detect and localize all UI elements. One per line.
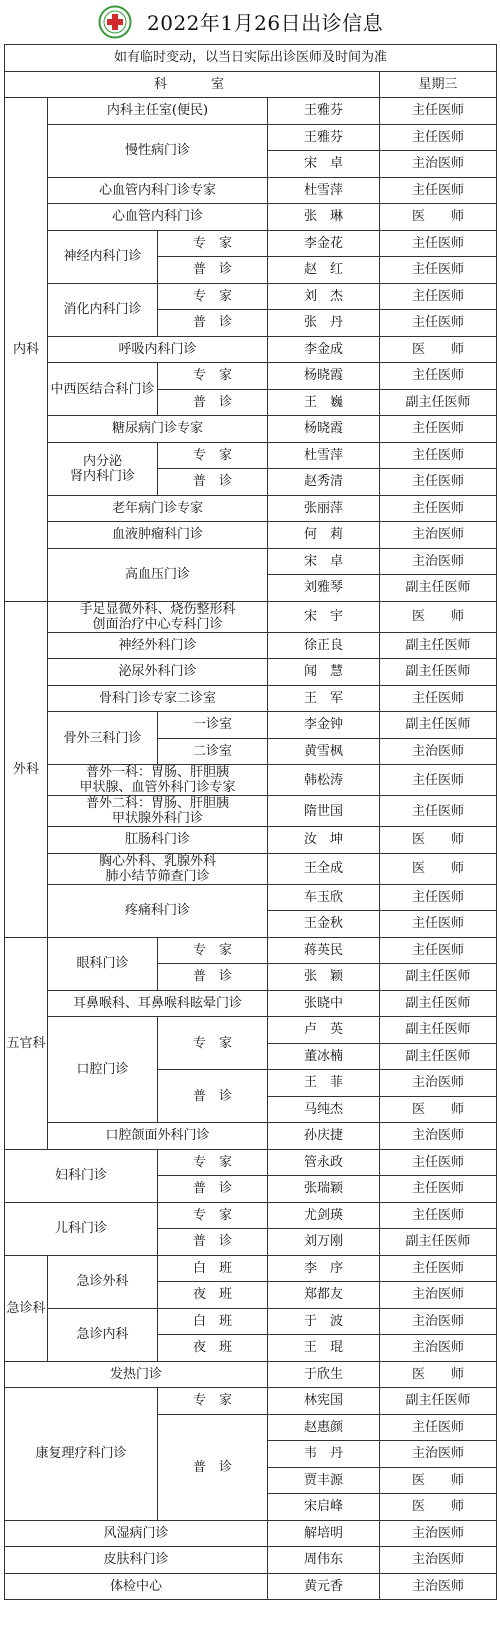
schedule-row — [5, 416, 497, 443]
doctor-title: 主任医师 — [380, 469, 497, 496]
schedule-row — [5, 124, 497, 151]
doctor-title: 医 师 — [380, 1361, 497, 1388]
session-type: 专 家 — [158, 1149, 268, 1176]
schedule-row — [5, 1123, 497, 1150]
doctor-name: 韦 丹 — [268, 1441, 380, 1468]
dept-name: 内科主任室(便民) — [48, 98, 268, 125]
doctor-name: 刘万刚 — [268, 1229, 380, 1256]
doctor-name: 蒋英民 — [268, 937, 380, 964]
doctor-name: 王 军 — [268, 685, 380, 712]
dept-name: 高血压门诊 — [48, 548, 268, 601]
doctor-title: 主任医师 — [380, 911, 497, 938]
session-type: 专 家 — [158, 1202, 268, 1229]
doctor-title: 主任医师 — [380, 98, 497, 125]
dept-name: 血液肿瘤科门诊 — [48, 522, 268, 549]
schedule-row — [5, 712, 497, 739]
doctor-name: 刘雅琴 — [268, 575, 380, 602]
session-type: 专 家 — [158, 937, 268, 964]
dept-name: 神经内科门诊 — [48, 230, 158, 283]
doctor-name: 张 琳 — [268, 204, 380, 231]
doctor-name: 王雅芬 — [268, 124, 380, 151]
doctor-name: 韩松涛 — [268, 765, 380, 796]
doctor-name: 宋 卓 — [268, 548, 380, 575]
hospital-logo-icon — [98, 5, 132, 39]
group-label: 五官科 — [5, 937, 48, 1149]
doctor-name: 车玉欣 — [268, 884, 380, 911]
doctor-name: 汝 坤 — [268, 827, 380, 854]
doctor-name: 宋 卓 — [268, 151, 380, 178]
doctor-name: 黄元香 — [268, 1573, 380, 1600]
doctor-name: 郑都友 — [268, 1282, 380, 1309]
doctor-name: 王雅芬 — [268, 98, 380, 125]
doctor-title: 主任医师 — [380, 363, 497, 390]
dept-name: 眼科门诊 — [48, 937, 158, 990]
session-type: 专 家 — [158, 283, 268, 310]
doctor-name: 李金钟 — [268, 712, 380, 739]
doctor-name: 解培明 — [268, 1520, 380, 1547]
session-type: 专 家 — [158, 1388, 268, 1415]
doctor-title: 副主任医师 — [380, 575, 497, 602]
dept-name: 泌尿外科门诊 — [48, 659, 268, 686]
dept-name: 手足显微外科、烧伤整形科 创面治疗中心专科门诊 — [48, 601, 268, 632]
doctor-title: 主任医师 — [380, 1149, 497, 1176]
doctor-name: 贾丰源 — [268, 1467, 380, 1494]
doctor-name: 卢 英 — [268, 1017, 380, 1044]
schedule-row — [5, 796, 497, 827]
dept-name: 急诊内科 — [48, 1308, 158, 1361]
doctor-name: 宋 宇 — [268, 601, 380, 632]
dept-name: 儿科门诊 — [5, 1202, 158, 1255]
dept-name: 呼吸内科门诊 — [48, 336, 268, 363]
doctor-title: 主治医师 — [380, 1308, 497, 1335]
doctor-name: 杨晓霞 — [268, 416, 380, 443]
notice-text: 如有临时变动，以当日实际出诊医师及时间为准 — [5, 45, 497, 72]
doctor-title: 医 师 — [380, 336, 497, 363]
doctor-title: 主任医师 — [380, 1202, 497, 1229]
doctor-title: 主任医师 — [380, 442, 497, 469]
dept-name: 老年病门诊专家 — [48, 495, 268, 522]
session-type: 一诊室 — [158, 712, 268, 739]
schedule-row — [5, 363, 497, 390]
schedule-row — [5, 937, 497, 964]
doctor-title: 主任医师 — [380, 1255, 497, 1282]
doctor-name: 王全成 — [268, 853, 380, 884]
session-type: 夜 班 — [158, 1335, 268, 1362]
session-type: 专 家 — [158, 442, 268, 469]
doctor-title: 主治医师 — [380, 738, 497, 765]
doctor-title: 主任医师 — [380, 796, 497, 827]
doctor-title: 副主任医师 — [380, 659, 497, 686]
doctor-name: 赵秀清 — [268, 469, 380, 496]
doctor-title: 主治医师 — [380, 522, 497, 549]
dept-name: 急诊外科 — [48, 1255, 158, 1308]
doctor-title: 医 师 — [380, 827, 497, 854]
doctor-title: 主任医师 — [380, 310, 497, 337]
doctor-title: 主任医师 — [380, 937, 497, 964]
doctor-title: 副主任医师 — [380, 712, 497, 739]
doctor-title: 主任医师 — [380, 884, 497, 911]
schedule-row — [5, 336, 497, 363]
schedule-row — [5, 990, 497, 1017]
header-day: 星期三 — [380, 71, 497, 98]
session-type: 普 诊 — [158, 1229, 268, 1256]
doctor-title: 主任医师 — [380, 1176, 497, 1203]
session-type: 白 班 — [158, 1255, 268, 1282]
schedule-row — [5, 659, 497, 686]
doctor-name: 黄雪枫 — [268, 738, 380, 765]
doctor-name: 于 波 — [268, 1308, 380, 1335]
doctor-title: 副主任医师 — [380, 1388, 497, 1415]
session-type: 普 诊 — [158, 964, 268, 991]
doctor-name: 周伟东 — [268, 1547, 380, 1574]
doctor-name: 张 丹 — [268, 310, 380, 337]
dept-name: 发热门诊 — [5, 1361, 268, 1388]
dept-name: 心血管内科门诊专家 — [48, 177, 268, 204]
doctor-name: 王 琨 — [268, 1335, 380, 1362]
doctor-title: 医 师 — [380, 601, 497, 632]
schedule-row — [5, 1388, 497, 1415]
schedule-row — [5, 1547, 497, 1574]
dept-name: 内分泌 肾内科门诊 — [48, 442, 158, 495]
schedule-row — [5, 548, 497, 575]
session-type: 专 家 — [158, 1017, 268, 1070]
dept-name: 消化内科门诊 — [48, 283, 158, 336]
dept-name: 中西医结合科门诊 — [48, 363, 158, 416]
schedule-row — [5, 1361, 497, 1388]
doctor-title: 医 师 — [380, 1494, 497, 1521]
doctor-name: 赵惠颜 — [268, 1414, 380, 1441]
doctor-name: 王金秋 — [268, 911, 380, 938]
doctor-title: 主治医师 — [380, 151, 497, 178]
schedule-row — [5, 230, 497, 257]
dept-name: 骨外三科门诊 — [48, 712, 158, 765]
doctor-name: 尤剑瑛 — [268, 1202, 380, 1229]
dept-name: 风湿病门诊 — [5, 1520, 268, 1547]
session-type: 二诊室 — [158, 738, 268, 765]
group-label: 急诊科 — [5, 1255, 48, 1361]
header-dept: 科 室 — [5, 71, 380, 98]
doctor-title: 医 师 — [380, 204, 497, 231]
dept-name: 普外二科：胃肠、肝胆胰 甲状腺外科门诊 — [48, 796, 268, 827]
doctor-name: 杨晓霞 — [268, 363, 380, 390]
doctor-name: 赵 红 — [268, 257, 380, 284]
dept-name: 口腔门诊 — [48, 1017, 158, 1123]
doctor-title: 主任医师 — [380, 283, 497, 310]
doctor-title: 主治医师 — [380, 1573, 497, 1600]
dept-name: 疼痛科门诊 — [48, 884, 268, 937]
doctor-name: 董冰楠 — [268, 1043, 380, 1070]
schedule-row — [5, 601, 497, 632]
dept-name: 康复理疗科门诊 — [5, 1388, 158, 1521]
schedule-row — [5, 177, 497, 204]
doctor-name: 于欣生 — [268, 1361, 380, 1388]
dept-name: 神经外科门诊 — [48, 632, 268, 659]
doctor-title: 主任医师 — [380, 1414, 497, 1441]
doctor-name: 孙庆捷 — [268, 1123, 380, 1150]
dept-name: 心血管内科门诊 — [48, 204, 268, 231]
session-type: 夜 班 — [158, 1282, 268, 1309]
dept-name: 糖尿病门诊专家 — [48, 416, 268, 443]
schedule-row — [5, 522, 497, 549]
doctor-title: 主治医师 — [380, 1070, 497, 1097]
doctor-name: 杜雪萍 — [268, 177, 380, 204]
doctor-title: 副主任医师 — [380, 389, 497, 416]
session-type: 专 家 — [158, 230, 268, 257]
schedule-row — [5, 98, 497, 125]
doctor-title: 副主任医师 — [380, 990, 497, 1017]
doctor-title: 主任医师 — [380, 230, 497, 257]
dept-name: 胸心外科、乳腺外科 肺小结节筛查门诊 — [48, 853, 268, 884]
doctor-name: 林宪国 — [268, 1388, 380, 1415]
session-type: 专 家 — [158, 363, 268, 390]
schedule-row — [5, 685, 497, 712]
doctor-title: 副主任医师 — [380, 1229, 497, 1256]
doctor-title: 副主任医师 — [380, 1017, 497, 1044]
page-title: 2022年1月26日出诊信息 — [147, 11, 384, 35]
doctor-title: 副主任医师 — [380, 964, 497, 991]
doctor-title: 主治医师 — [380, 1123, 497, 1150]
schedule-row — [5, 884, 497, 911]
schedule-row — [5, 283, 497, 310]
doctor-title: 医 师 — [380, 1467, 497, 1494]
session-type: 普 诊 — [158, 257, 268, 284]
doctor-title: 医 师 — [380, 853, 497, 884]
schedule-row — [5, 1202, 497, 1229]
doctor-name: 马纯杰 — [268, 1096, 380, 1123]
doctor-title: 主任医师 — [380, 685, 497, 712]
group-label: 内科 — [5, 98, 48, 602]
schedule-table — [4, 44, 496, 1600]
dept-name: 皮肤科门诊 — [5, 1547, 268, 1574]
dept-name: 妇科门诊 — [5, 1149, 158, 1202]
dept-name: 肛肠科门诊 — [48, 827, 268, 854]
session-type: 普 诊 — [158, 1414, 268, 1520]
doctor-title: 主任医师 — [380, 495, 497, 522]
schedule-row — [5, 495, 497, 522]
schedule-row — [5, 204, 497, 231]
session-type: 普 诊 — [158, 1070, 268, 1123]
schedule-row — [5, 442, 497, 469]
dept-name: 体检中心 — [5, 1573, 268, 1600]
session-type: 普 诊 — [158, 1176, 268, 1203]
doctor-name: 李 序 — [268, 1255, 380, 1282]
doctor-name: 管永政 — [268, 1149, 380, 1176]
dept-name: 骨科门诊专家二诊室 — [48, 685, 268, 712]
doctor-title: 主任医师 — [380, 177, 497, 204]
doctor-name: 张瑞颖 — [268, 1176, 380, 1203]
doctor-name: 徐正良 — [268, 632, 380, 659]
header — [0, 0, 500, 44]
dept-name: 普外一科：胃肠、肝胆胰 甲状腺、血管外科门诊专家 — [48, 765, 268, 796]
doctor-name: 张晓中 — [268, 990, 380, 1017]
doctor-name: 张丽萍 — [268, 495, 380, 522]
doctor-title: 主任医师 — [380, 124, 497, 151]
doctor-name: 闻 慧 — [268, 659, 380, 686]
doctor-name: 李金成 — [268, 336, 380, 363]
doctor-title: 主任医师 — [380, 257, 497, 284]
doctor-name: 杜雪萍 — [268, 442, 380, 469]
doctor-title: 主任医师 — [380, 416, 497, 443]
schedule-row — [5, 1149, 497, 1176]
doctor-title: 主治医师 — [380, 1441, 497, 1468]
doctor-name: 刘 杰 — [268, 283, 380, 310]
dept-name: 慢性病门诊 — [48, 124, 268, 177]
group-label: 外科 — [5, 601, 48, 937]
schedule-row — [5, 853, 497, 884]
schedule-row — [5, 1255, 497, 1282]
doctor-name: 王 菲 — [268, 1070, 380, 1097]
doctor-title: 主治医师 — [380, 1547, 497, 1574]
doctor-name: 张 颖 — [268, 964, 380, 991]
session-type: 普 诊 — [158, 389, 268, 416]
doctor-title: 主治医师 — [380, 1335, 497, 1362]
doctor-name: 何 莉 — [268, 522, 380, 549]
schedule-row — [5, 1017, 497, 1044]
doctor-title: 主治医师 — [380, 548, 497, 575]
schedule-row — [5, 1573, 497, 1600]
doctor-name: 隋世国 — [268, 796, 380, 827]
schedule-row — [5, 1520, 497, 1547]
doctor-name: 李金花 — [268, 230, 380, 257]
doctor-title: 医 师 — [380, 1096, 497, 1123]
doctor-title: 主治医师 — [380, 1520, 497, 1547]
schedule-row — [5, 1308, 497, 1335]
session-type: 普 诊 — [158, 310, 268, 337]
doctor-title: 副主任医师 — [380, 1043, 497, 1070]
doctor-title: 副主任医师 — [380, 632, 497, 659]
doctor-name: 宋启峰 — [268, 1494, 380, 1521]
dept-name: 口腔颌面外科门诊 — [48, 1123, 268, 1150]
schedule-row — [5, 632, 497, 659]
doctor-title: 主任医师 — [380, 765, 497, 796]
doctor-title: 主治医师 — [380, 1282, 497, 1309]
session-type: 白 班 — [158, 1308, 268, 1335]
schedule-row — [5, 765, 497, 796]
doctor-name: 王 巍 — [268, 389, 380, 416]
session-type: 普 诊 — [158, 469, 268, 496]
dept-name: 耳鼻喉科、耳鼻喉科眩晕门诊 — [48, 990, 268, 1017]
schedule-row — [5, 827, 497, 854]
